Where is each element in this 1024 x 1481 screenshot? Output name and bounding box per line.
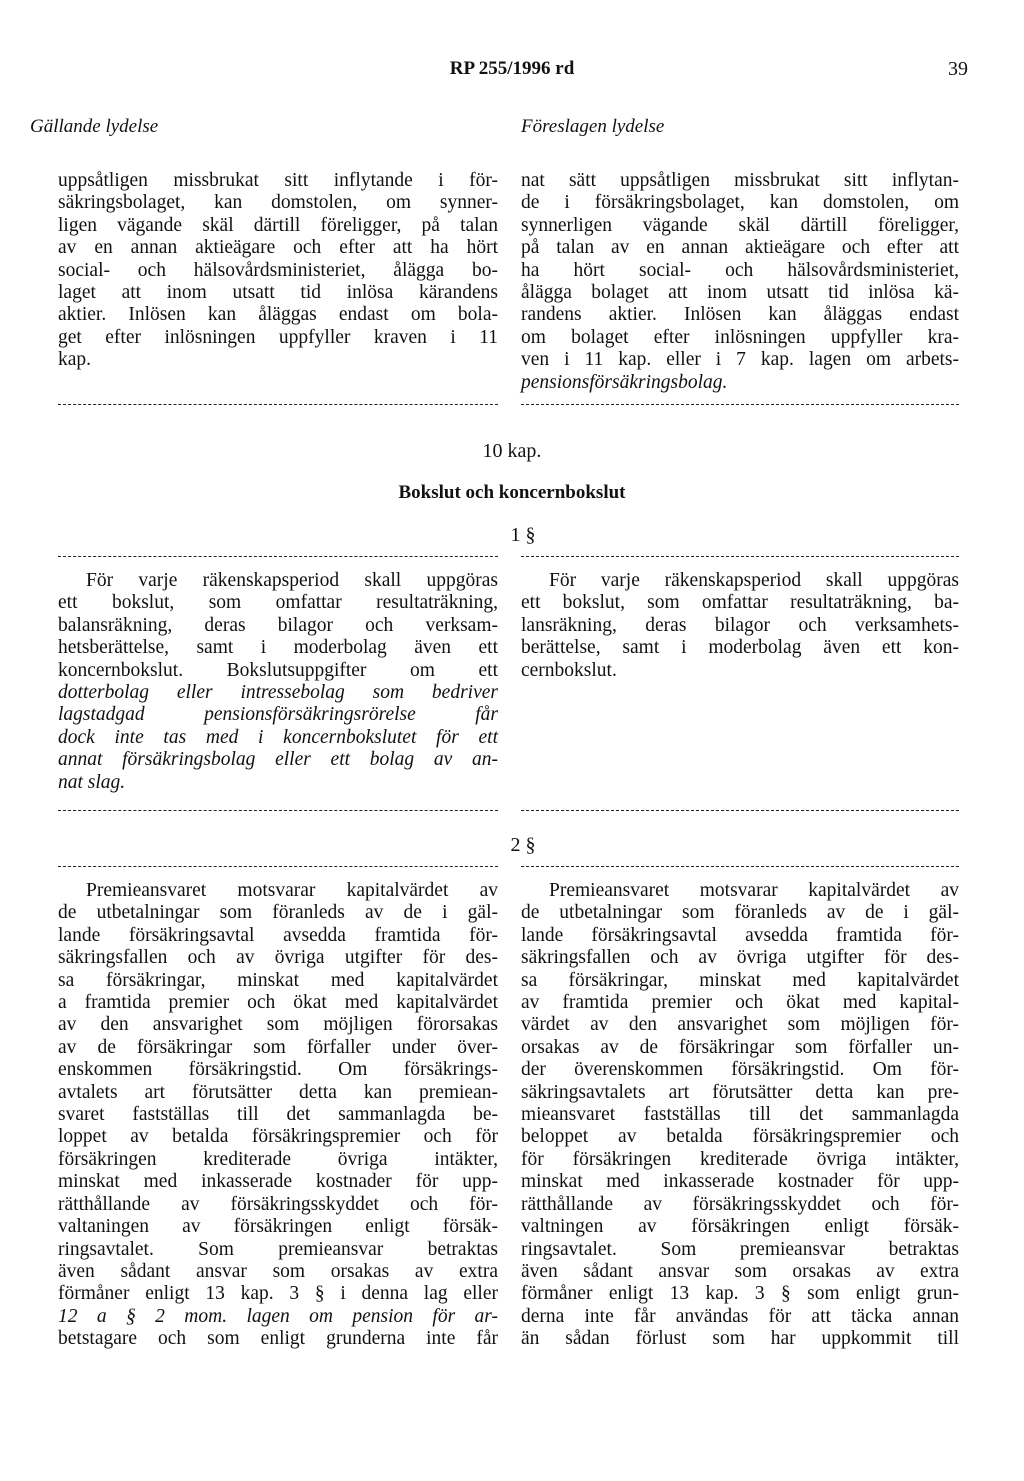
text-line: avtalets art förutsätter detta kan premiean- (58, 1081, 498, 1103)
section-2-current-text (58, 880, 498, 1351)
text-line: dotterbolag eller intressebolag som bedriver (58, 682, 498, 704)
text-line: på talan av en annan aktieägare och efter att (521, 237, 959, 259)
text-line: om bolaget efter inlösningen uppfyller kra- (521, 326, 959, 348)
text-line: lansräkning, deras bilagor och verksamhets- (521, 614, 959, 636)
text-line: enskommen försäkringstid. Om försäkrings- (58, 1059, 498, 1081)
text-line: säkringsbolaget, kan domstolen, om synner- (58, 192, 498, 214)
text-line: ha hört social- och hälsovårdsministeriet, (521, 259, 959, 281)
text-line: derna inte får användas för att täcka annan (521, 1305, 959, 1327)
text-line: balansräkning, deras bilagor och verksam- (58, 614, 498, 636)
text-line: För varje räkenskapsperiod skall uppgöras (549, 570, 959, 591)
text-line: 12 a § 2 mom. lagen om pension för ar- (58, 1305, 498, 1327)
text-line: av framtida premier och ökat med kapital- (521, 992, 959, 1014)
text-line: minskat med inkasserade kostnader för upp- (58, 1171, 498, 1193)
section-1-label: 1 § (510, 524, 536, 546)
text-line: de utbetalningar som föranleds av de i gäl- (58, 902, 498, 924)
proposed-wording-heading: Föreslagen lydelse (521, 116, 665, 137)
text-line: beloppet av betalda försäkringspremier och (521, 1126, 959, 1148)
text-line: annat försäkringsbolag eller ett bolag av an- (58, 749, 498, 771)
text-line: värdet av den ansvarighet som möjligen för- (521, 1014, 959, 1036)
text-line: för försäkringen krediterade övriga intäkter, (521, 1148, 959, 1170)
text-line: orsakas av de försäkringar som förfaller un- (521, 1036, 959, 1058)
text-line: rätthållande av försäkringsskyddet och för- (58, 1193, 498, 1215)
text-line: förmåner enligt 13 kap. 3 § som enligt grun- (521, 1283, 959, 1305)
text-line: lande försäkringsavtal avsedda framtida för- (521, 924, 959, 946)
text-line: pensionsförsäkringsbolag. (521, 371, 728, 393)
text-line: valtaningen av försäkringen enligt försäk- (58, 1216, 498, 1238)
text-line: ven i 11 kap. eller i 7 kap. lagen om arbets- (521, 349, 959, 371)
text-line: randens aktier. Inlösen kan åläggas endast (521, 304, 959, 326)
document-number: RP 255/1996 rd (449, 58, 575, 79)
text-line: förmåner enligt 13 kap. 3 § i denna lag eller (58, 1283, 498, 1305)
text-line: ringsavtalet. Som premieansvar betraktas (58, 1238, 498, 1260)
chapter-title: Bokslut och koncernbokslut (398, 482, 626, 503)
text-line: ringsavtalet. Som premieansvar betraktas (521, 1238, 959, 1260)
text-line: ålägga bolaget att inom utsatt tid inlösa kä- (521, 282, 959, 304)
text-line: svaret fastställas till det sammanlagda be- (58, 1104, 498, 1126)
text-line: de utbetalningar som föranleds av de i gäl- (521, 902, 959, 924)
text-line: de i försäkringsbolaget, kan domstolen, om (521, 192, 959, 214)
intro-current-text (58, 170, 498, 372)
text-line: berättelse, samt i moderbolag även ett kon- (521, 637, 959, 659)
text-line: ett bokslut, som omfattar resultaträkning, ba- (521, 592, 959, 614)
text-line: säkringsavtalets art förutsätter detta kan pre- (521, 1081, 959, 1103)
text-line: kap. (58, 349, 92, 371)
text-line: koncernbokslut. Bokslutsuppgifter om ett (58, 659, 498, 681)
text-line: loppet av betalda försäkringspremier och för (58, 1126, 498, 1148)
text-line: hetsberättelse, samt i moderbolag även ett (58, 637, 498, 659)
text-line: lande försäkringsavtal avsedda framtida för- (58, 924, 498, 946)
text-line: av de försäkringar som förfaller under över- (58, 1036, 498, 1058)
omission-divider (58, 866, 498, 867)
text-line: betstagare och som enligt grunderna inte får (58, 1328, 498, 1350)
text-line: av den ansvarighet som möjligen förorsakas (58, 1014, 498, 1036)
text-line: uppsåtligen missbrukat sitt inflytande i för- (58, 170, 498, 191)
text-line: Premieansvaret motsvarar kapitalvärdet av (86, 880, 498, 901)
text-line: laget att inom utsatt tid inlösa kärandens (58, 282, 498, 304)
text-line: dock inte tas med i koncernbokslutet för ett (58, 726, 498, 748)
section-1-current-text (58, 570, 498, 794)
omission-divider (58, 810, 498, 811)
omission-divider (521, 866, 959, 867)
omission-divider (521, 810, 959, 811)
chapter-number: 10 kap. (482, 440, 542, 462)
section-2-proposed-text (521, 880, 959, 1351)
section-2-label: 2 § (510, 834, 536, 856)
text-line: cernbokslut. (521, 659, 617, 681)
text-line: rätthållande av försäkringsskyddet och för- (521, 1193, 959, 1215)
text-line: sa försäkringar, minskat med kapitalvärdet (521, 969, 959, 991)
text-line: Premieansvaret motsvarar kapitalvärdet av (549, 880, 959, 901)
text-line: nat sätt uppsåtligen missbrukat sitt inflytan- (521, 170, 959, 191)
omission-divider (58, 556, 498, 557)
omission-divider (521, 556, 959, 557)
text-line: sa försäkringar, minskat med kapitalvärdet (58, 969, 498, 991)
text-line: der överenskommen försäkringstid. Om för- (521, 1059, 959, 1081)
text-line: försäkringen krediterade övriga intäkter, (58, 1148, 498, 1170)
text-line: synnerligen vägande skäl därtill föreligger, (521, 214, 959, 236)
text-line: säkringsfallen och av övriga utgifter för des- (58, 947, 498, 969)
text-line: minskat med inkasserade kostnader för upp- (521, 1171, 959, 1193)
text-line: än sådan förlust som har uppkommit till (521, 1328, 959, 1350)
text-line: För varje räkenskapsperiod skall uppgöras (86, 570, 498, 591)
text-line: valtningen av försäkringen enligt försäk- (521, 1216, 959, 1238)
text-line: nat slag. (58, 771, 126, 793)
text-line: även sådant ansvar som orsakas av extra (521, 1260, 959, 1282)
page-number: 39 (948, 58, 968, 80)
omission-divider (521, 404, 959, 405)
text-line: get efter inlösningen uppfyller kraven i 11 (58, 326, 498, 348)
text-line: även sådant ansvar som orsakas av extra (58, 1260, 498, 1282)
text-line: social- och hälsovårdsministeriet, ålägga bo- (58, 259, 498, 281)
text-line: a framtida premier och ökat med kapitalvärdet (58, 992, 498, 1014)
omission-divider (58, 404, 498, 405)
text-line: av en annan aktieägare och efter att ha hört (58, 237, 498, 259)
section-1-proposed-text (521, 570, 959, 682)
intro-proposed-text (521, 170, 959, 394)
current-wording-heading: Gällande lydelse (30, 116, 159, 137)
text-line: mieansvaret fastställas till det sammanlagda (521, 1104, 959, 1126)
text-line: säkringsfallen och av övriga utgifter för des- (521, 947, 959, 969)
text-line: ligen vägande skäl därtill föreligger, på talan (58, 214, 498, 236)
text-line: aktier. Inlösen kan åläggas endast om bola- (58, 304, 498, 326)
text-line: ett bokslut, som omfattar resultaträkning, (58, 592, 498, 614)
text-line: lagstadgad pensionsförsäkringsrörelse får (58, 704, 498, 726)
